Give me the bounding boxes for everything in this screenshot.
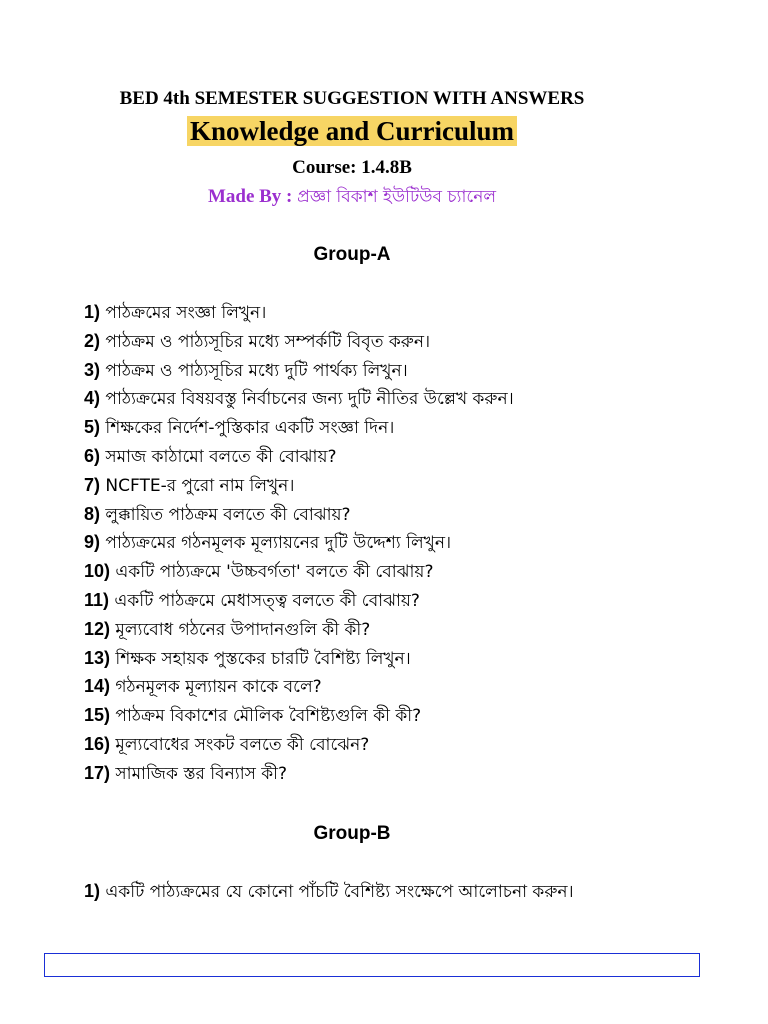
question-item [84,327,644,356]
question-number: 16) [84,733,111,754]
made-by-label: Made By : [207,186,298,207]
question-number: 3) [84,359,101,380]
question-text: শিক্ষক সহায়ক পুস্তকের চারটি বৈশিষ্ট্য লিখুন। [110,648,411,669]
group-b-heading: Group-B [313,823,391,844]
empty-text-box [44,953,700,977]
question-item [84,615,644,644]
question-text: পাঠ্যক্রমের বিষয়বস্তু নির্বাচনের জন্য দুটি নীতির উল্লেখ করুন। [100,389,514,410]
question-text: পাঠক্রম ও পাঠ্যসূচির মধ্যে সম্পর্কটি বিবৃত করুন। [100,331,431,352]
question-number: 1) [84,881,101,901]
question-number: 8) [84,503,101,524]
question-text: পাঠক্রম বিকাশের মৌলিক বৈশিষ্ট্যগুলি কী কী? [110,706,422,727]
question-number: 5) [84,417,101,438]
question-item [84,442,644,471]
question-text: মূল্যবোধ গঠনের উপাদানগুলি কী কী? [110,619,371,640]
question-number: 14) [84,676,111,697]
document-top-title: BED 4th SEMESTER SUGGESTION WITH ANSWERS [119,88,585,109]
question-number: 17) [84,762,111,783]
question-text: একটি পাঠক্রমে মেধাসত্ত্ব বলতে কী বোঝায়? [109,590,420,611]
made-by-channel: প্রজ্ঞা বিকাশ ইউটিউব চ্যানেল [297,187,497,207]
group-a-heading: Group-A [313,244,391,265]
question-item [84,500,644,529]
question-number: 2) [84,330,101,351]
question-item [84,644,644,673]
question-text: মূল্যবোধের সংকট বলতে কী বোঝেন? [110,734,370,755]
group-b-question-list [84,876,640,907]
question-item [84,672,644,701]
question-item [84,557,644,586]
question-number: 9) [84,532,101,553]
made-by-line [0,184,736,212]
main-title-highlight: Knowledge and Curriculum [187,116,517,146]
question-item [84,413,644,442]
question-text: পাঠ্যক্রমের গঠনমূলক মূল্যায়নের দুটি উদ্দেশ্য লিখুন। [100,533,452,554]
question-item [84,876,640,907]
question-text: লুক্কায়িত পাঠক্রম বলতে কী বোঝায়? [100,504,351,525]
question-text: সামাজিক স্তর বিন্যাস কী? [110,763,288,784]
question-number: 7) [84,474,101,495]
question-number: 1) [84,302,101,322]
question-item [84,384,644,413]
question-text: পাঠক্রমের সংজ্ঞা লিখুন। [100,303,267,323]
course-code: Course: 1.4.8B [292,157,412,178]
question-number: 11) [84,589,110,610]
question-item [84,759,644,788]
question-item [84,356,644,385]
question-text: গঠনমূলক মূল্যায়ন কাকে বলে? [110,677,322,698]
question-text: NCFTE-র পুরো নাম লিখুন। [100,475,295,496]
question-number: 4) [84,388,101,409]
question-item [84,730,644,759]
question-text: পাঠক্রম ও পাঠ্যসূচির মধ্যে দুটি পার্থক্য লিখুন। [100,360,408,381]
document-main-title [0,116,736,147]
question-number: 13) [84,647,111,668]
question-item [84,528,644,557]
question-text: শিক্ষকের নির্দেশ-পুস্তিকার একটি সংজ্ঞা দিন। [100,418,395,439]
question-item [84,471,644,500]
question-text: একটি পাঠ্যক্রমে 'উচ্চবর্গতা' বলতে কী বোঝায়? [110,562,434,583]
question-number: 15) [84,705,111,726]
question-number: 6) [84,445,101,466]
question-item [84,586,644,615]
question-item [84,701,644,730]
question-text: একটি পাঠ্যক্রমের যে কোনো পাঁচটি বৈশিষ্ট্য সংক্ষেপে আলোচনা করুন। [100,882,574,902]
question-item [84,298,644,327]
question-number: 10) [84,561,111,582]
group-a-question-list [84,298,644,788]
question-number: 12) [84,618,111,639]
question-text: সমাজ কাঠামো বলতে কী বোঝায়? [100,446,337,467]
